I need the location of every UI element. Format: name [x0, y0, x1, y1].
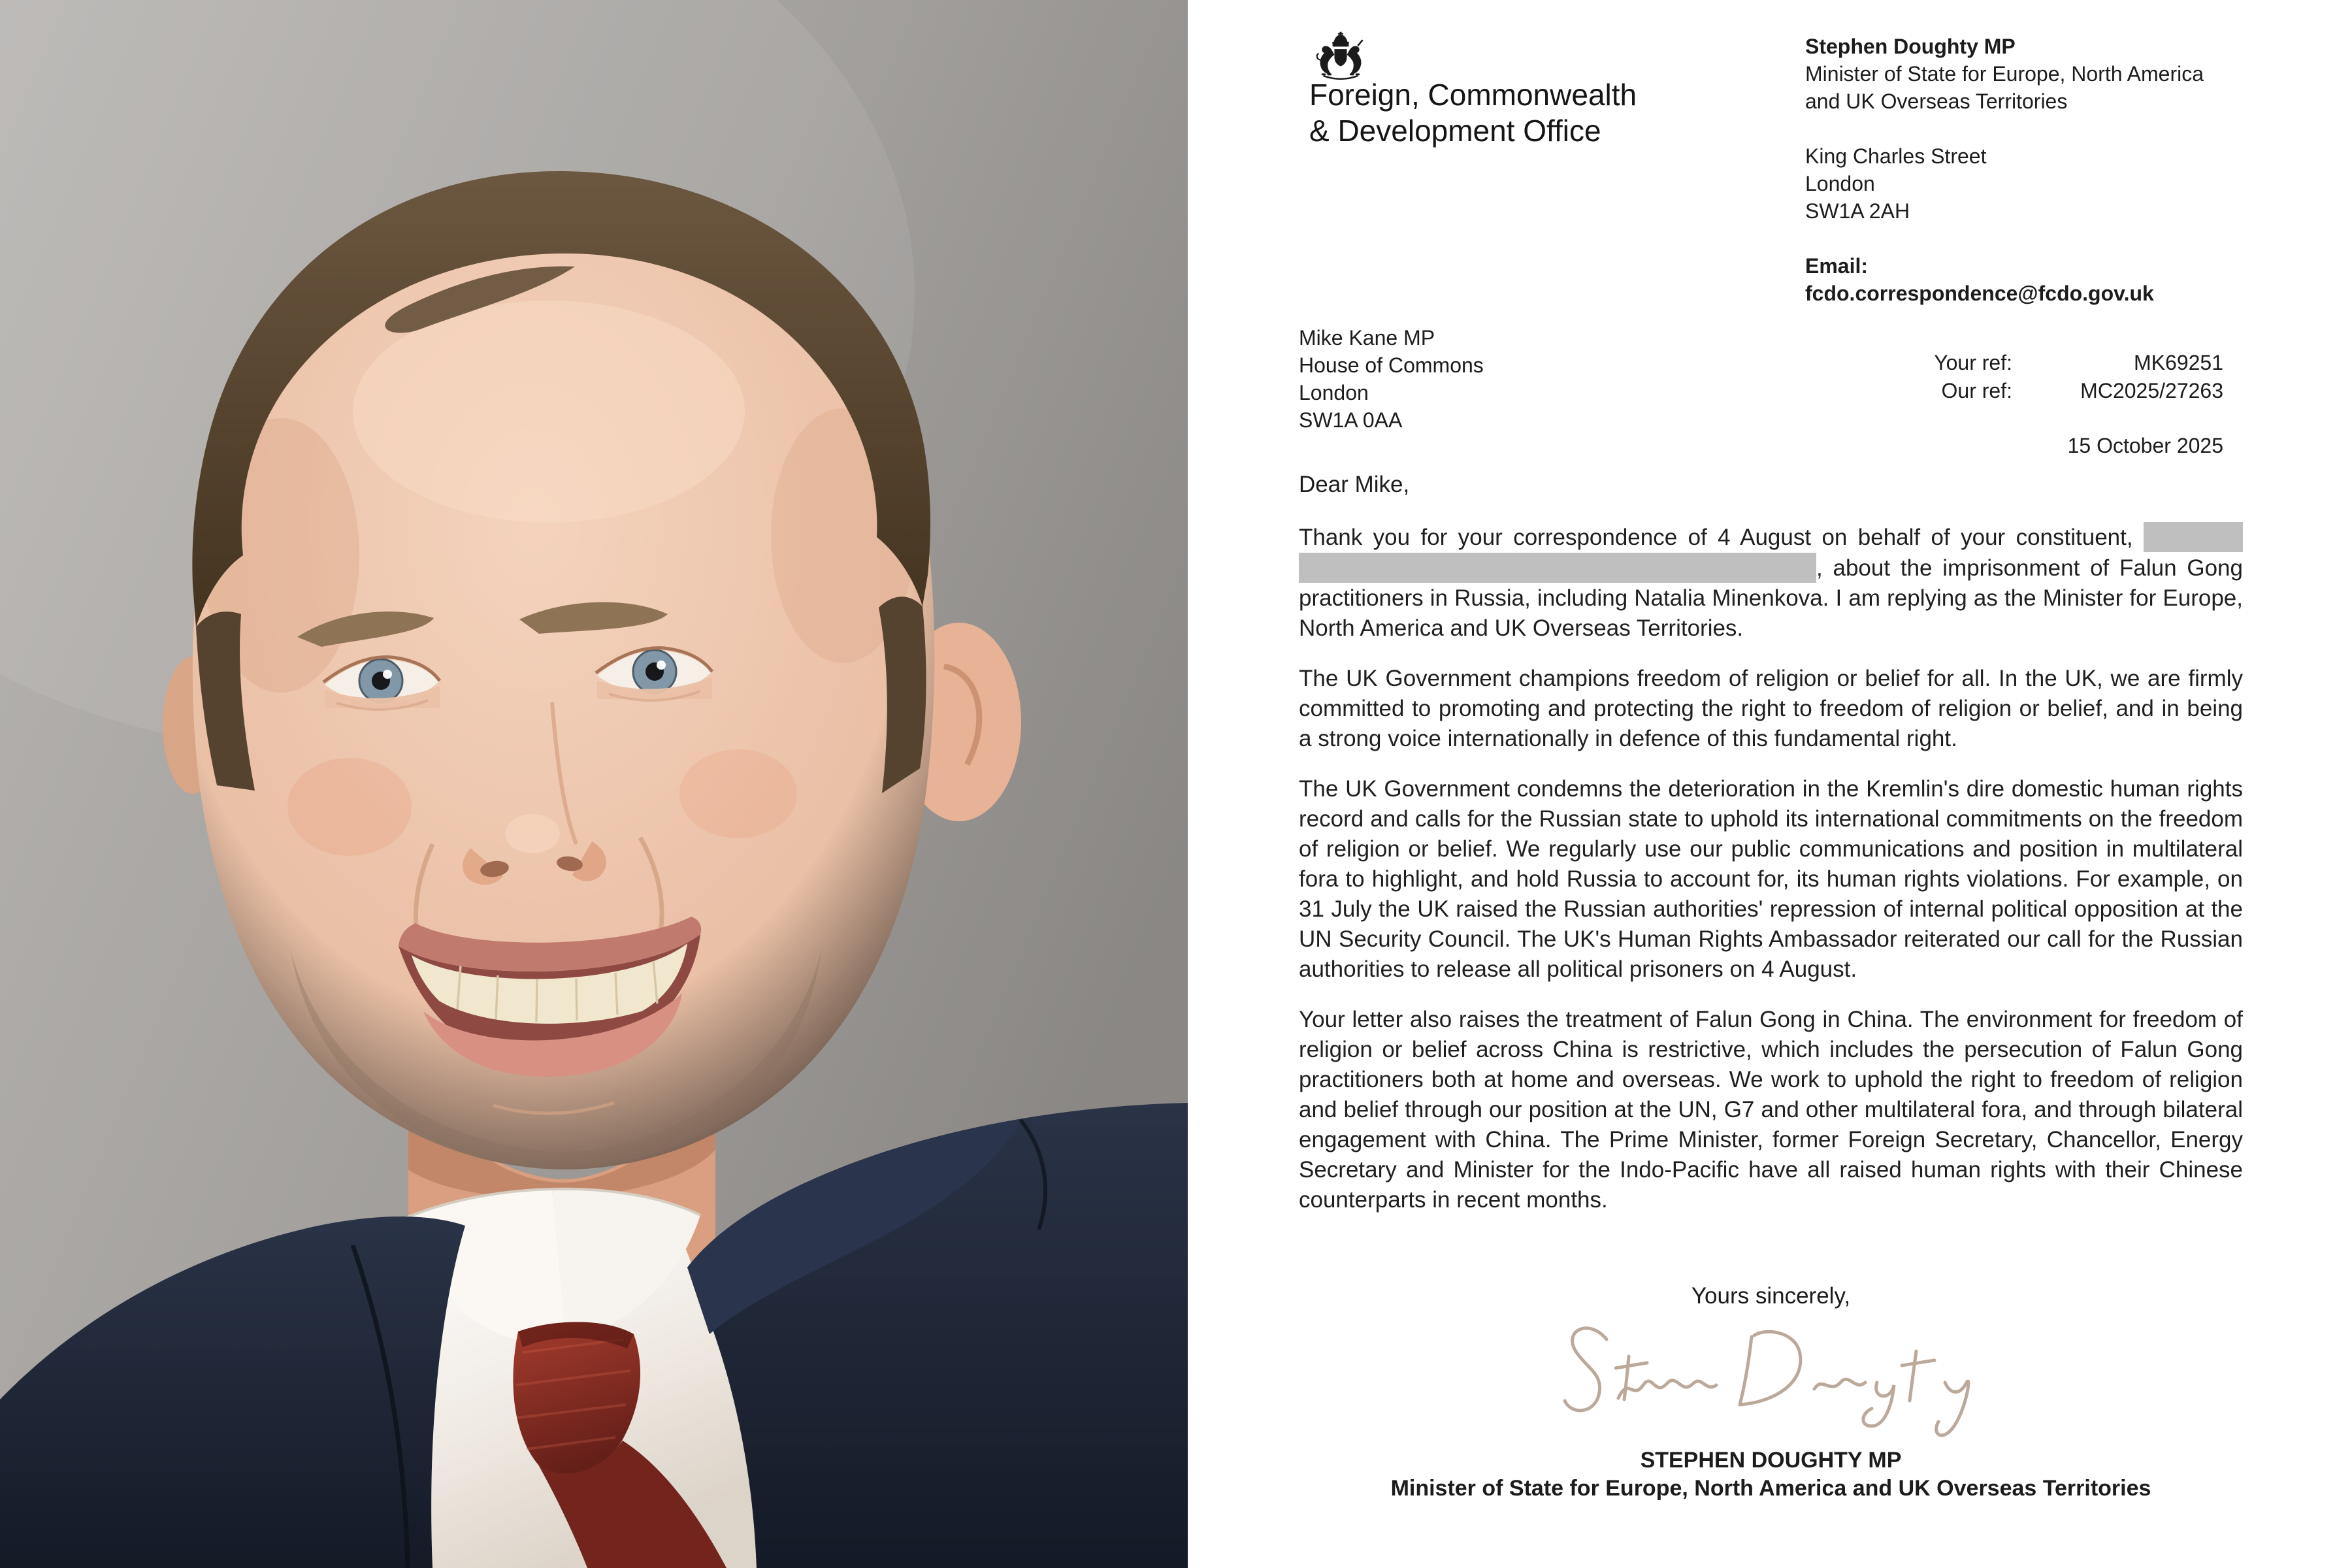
- sender-title: Minister of State for Europe, North America and UK Overseas Territories: [1805, 62, 2204, 113]
- letter-document: [1188, 0, 2352, 1568]
- signature: [1299, 1305, 2243, 1443]
- closing-line: Yours sincerely,: [1691, 1283, 1851, 1309]
- paragraph-3: The UK Government condemns the deterioration in the Kremlin's dire domestic human rights record and calls for the Russian state to uphold its international commitments on the freedom of religion or belief. We regularly use our public communications and position in multilateral fora to highlight, and hold Russia to account for, its human rights violations. For example, on 31 July the UK raised the Russian authorities' repression of internal political opposition at the UN Security Council. The UK's Human Rights Ambassador reiterated our call for the Russian authorities to release all political prisoners on 4 August.: [1299, 776, 2243, 982]
- letter-body: [1299, 522, 2243, 1235]
- sender-address: [1805, 142, 2223, 225]
- our-ref-value: MC2025/27263: [2080, 379, 2223, 402]
- handwritten-signature: [1556, 1305, 1987, 1439]
- signoff-title: Minister of State for Europe, North America and UK Overseas Territories: [1390, 1476, 2151, 1501]
- paragraph-4: Your letter also raises the treatment of Falun Gong in China. The environment for freedom of religion or belief across China is restrictive, which includes the persecution of Falun Gong practitioners both at home and overseas. We work to uphold the right to freedom of religion and belief through our position at the UN, G7 and other multilateral fora, and through bilateral engagement with China. The Prime Minister, former Foreign Secretary, Chancellor, Energy Secretary and Minister for the Indo-Pacific have all raised human rights with their Chinese counterparts in recent months.: [1299, 1007, 2243, 1213]
- paragraph-2: The UK Government champions freedom of religion or belief for all. In the UK, we are firmly committed to promoting and protecting the right to freedom of religion or belief, and in being a strong voice internationally in defence of this fundamental right.: [1299, 666, 2243, 751]
- org-name: [1309, 77, 1637, 149]
- recipient-line: House of Commons: [1299, 353, 1484, 377]
- signoff-block: [1299, 1446, 2243, 1503]
- org-name-line2: & Development Office: [1309, 114, 1601, 148]
- signoff-name: STEPHEN DOUGHTY MP: [1640, 1448, 1902, 1473]
- reference-block: [1934, 349, 2223, 405]
- recipient-line: London: [1299, 381, 1369, 404]
- sender-address-line: SW1A 2AH: [1805, 199, 1910, 223]
- letter-date: 15 October 2025: [2067, 434, 2223, 457]
- paragraph-1-text-before: Thank you for your correspondence of 4 August on behalf of your constituent,: [1299, 525, 2133, 550]
- org-name-line1: Foreign, Commonwealth: [1309, 78, 1637, 112]
- our-ref-label: Our ref:: [1941, 379, 2012, 402]
- sender-block: [1805, 33, 2223, 307]
- redaction-bar: [2144, 522, 2243, 552]
- redaction-bar: [1299, 553, 1816, 583]
- paragraph-1-text-after: , about the imprisonment of Falun Gong practitioners in Russia, including Natalia Minenkova. I am replying as the Minister for Europe, North America and UK Overseas Territories.: [1299, 555, 2243, 641]
- sender-address-line: King Charles Street: [1805, 144, 1987, 168]
- recipient-block: [1299, 324, 1484, 434]
- recipient-line: Mike Kane MP: [1299, 326, 1435, 350]
- your-ref-label: Your ref:: [1934, 351, 2012, 374]
- our-ref-row: [1934, 377, 2223, 405]
- your-ref-value: MK69251: [2134, 351, 2223, 374]
- sender-address-line: London: [1805, 172, 1875, 195]
- sender-name: Stephen Doughty MP: [1805, 35, 2016, 58]
- email-label: Email:: [1805, 254, 1869, 278]
- your-ref-row: [1934, 349, 2223, 377]
- salutation: Dear Mike,: [1299, 472, 1410, 497]
- sender-email-block: [1805, 252, 2223, 307]
- recipient-line: SW1A 0AA: [1299, 408, 1403, 432]
- email-address: fcdo.correspondence@fcdo.gov.uk: [1805, 282, 2154, 305]
- paragraph-1: [1299, 522, 2243, 644]
